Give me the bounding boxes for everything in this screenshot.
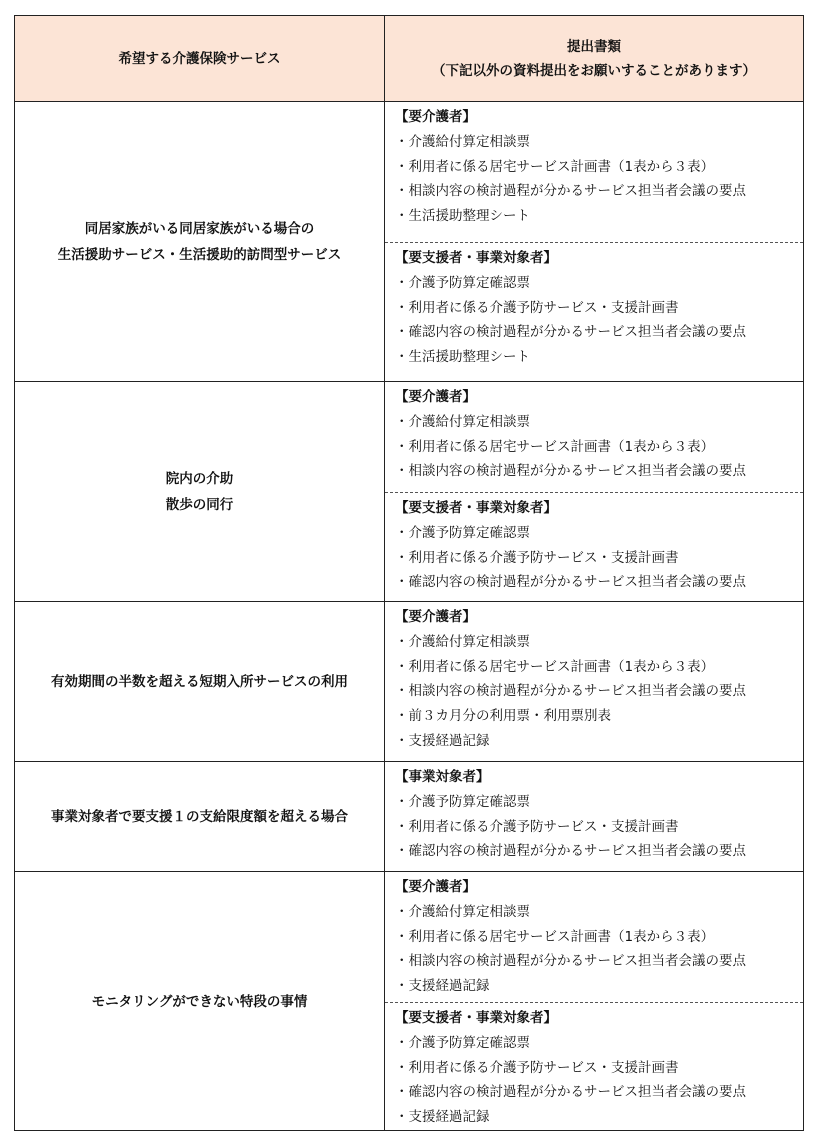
service-cell xyxy=(15,762,384,871)
document-item: ・利用者に係る介護予防サービス・支援計画書 xyxy=(395,299,679,316)
document-item: ・利用者に係る居宅サービス計画書（1表から３表） xyxy=(395,158,715,175)
document-item: ・確認内容の検討過程が分かるサービス担当者会議の要点 xyxy=(395,843,746,860)
service-name-line: 有効期間の半数を超える短期入所サービスの利用 xyxy=(51,673,348,690)
document-item: ・支援経過記録 xyxy=(395,1109,490,1126)
document-item: ・確認内容の検討過程が分かるサービス担当者会議の要点 xyxy=(395,574,746,591)
document-group xyxy=(385,382,803,484)
document-item: ・介護予防算定確認票 xyxy=(395,524,530,541)
document-group xyxy=(385,872,803,999)
service-name-line: 散歩の同行 xyxy=(165,496,234,513)
document-group-heading: 【要介護者】 xyxy=(395,109,476,125)
document-item: ・介護予防算定確認票 xyxy=(395,274,530,291)
documents-cell xyxy=(385,602,803,761)
table-row xyxy=(15,872,803,1132)
document-item: ・支援経過記録 xyxy=(395,978,490,995)
document-group-heading: 【要介護者】 xyxy=(395,879,476,895)
document-item: ・生活援助整理シート xyxy=(395,349,530,366)
document-item: ・確認内容の検討過程が分かるサービス担当者会議の要点 xyxy=(395,324,746,341)
document-item: ・介護給付算定相談票 xyxy=(395,133,530,150)
header-documents-cell xyxy=(385,16,803,101)
document-item: ・相談内容の検討過程が分かるサービス担当者会議の要点 xyxy=(395,183,746,200)
document-item: ・確認内容の検討過程が分かるサービス担当者会議の要点 xyxy=(395,1084,746,1101)
document-item: ・利用者に係る介護予防サービス・支援計画書 xyxy=(395,1059,679,1076)
document-group-heading: 【要介護者】 xyxy=(395,389,476,405)
table-row xyxy=(15,602,803,762)
documents-cell xyxy=(385,102,803,381)
document-group xyxy=(385,762,803,864)
document-group-heading: 【事業対象者】 xyxy=(395,769,490,785)
document-item: ・支援経過記録 xyxy=(395,732,490,749)
document-item: ・利用者に係る居宅サービス計画書（1表から３表） xyxy=(395,658,715,675)
document-item: ・介護給付算定相談票 xyxy=(395,633,530,650)
service-name-line: 事業対象者で要支援１の支給限度額を超える場合 xyxy=(51,808,348,825)
header-documents-note: （下記以外の資料提出をお願いすることがあります） xyxy=(432,62,756,79)
header-service-cell xyxy=(15,16,384,101)
table-row xyxy=(15,102,803,382)
document-group xyxy=(385,242,803,370)
document-item: ・介護給付算定相談票 xyxy=(395,413,530,430)
document-item: ・介護予防算定確認票 xyxy=(395,793,530,810)
service-name-line: 生活援助サービス・生活援助的訪問型サービス xyxy=(57,246,342,263)
documents-cell xyxy=(385,762,803,871)
document-group-heading: 【要介護者】 xyxy=(395,609,476,625)
service-cell xyxy=(15,602,384,761)
documents-table xyxy=(14,15,804,1131)
column-divider xyxy=(384,16,385,1130)
document-group-heading: 【要支援者・事業対象者】 xyxy=(395,500,557,516)
document-item: ・利用者に係る居宅サービス計画書（1表から３表） xyxy=(395,438,715,455)
document-item: ・利用者に係る介護予防サービス・支援計画書 xyxy=(395,818,679,835)
header-service-label: 希望する介護保険サービス xyxy=(118,50,281,67)
service-name-line: 院内の介助 xyxy=(165,470,234,487)
header-documents-title: 提出書類 xyxy=(567,38,621,55)
documents-cell xyxy=(385,382,803,601)
document-group xyxy=(385,1002,803,1130)
document-item: ・前３カ月分の利用票・利用票別表 xyxy=(395,708,611,725)
service-cell xyxy=(15,382,384,601)
document-item: ・生活援助整理シート xyxy=(395,208,530,225)
document-item: ・相談内容の検討過程が分かるサービス担当者会議の要点 xyxy=(395,683,746,700)
document-group xyxy=(385,602,803,754)
service-name-line: 同居家族がいる同居家族がいる場合の xyxy=(84,220,315,237)
document-item: ・利用者に係る居宅サービス計画書（1表から３表） xyxy=(395,928,715,945)
table-row xyxy=(15,382,803,602)
document-item: ・介護予防算定確認票 xyxy=(395,1034,530,1051)
document-group xyxy=(385,492,803,595)
document-group-heading: 【要支援者・事業対象者】 xyxy=(395,1010,557,1026)
document-item: ・介護給付算定相談票 xyxy=(395,903,530,920)
service-name-line: モニタリングができない特段の事情 xyxy=(91,994,308,1010)
table-row xyxy=(15,762,803,872)
document-item: ・相談内容の検討過程が分かるサービス担当者会議の要点 xyxy=(395,953,746,970)
document-item: ・相談内容の検討過程が分かるサービス担当者会議の要点 xyxy=(395,463,746,480)
service-cell xyxy=(15,102,384,381)
document-group xyxy=(385,102,803,229)
document-item: ・利用者に係る介護予防サービス・支援計画書 xyxy=(395,549,679,566)
service-cell xyxy=(15,872,384,1132)
table-header xyxy=(15,16,803,102)
documents-cell xyxy=(385,872,803,1132)
document-group-heading: 【要支援者・事業対象者】 xyxy=(395,250,557,266)
